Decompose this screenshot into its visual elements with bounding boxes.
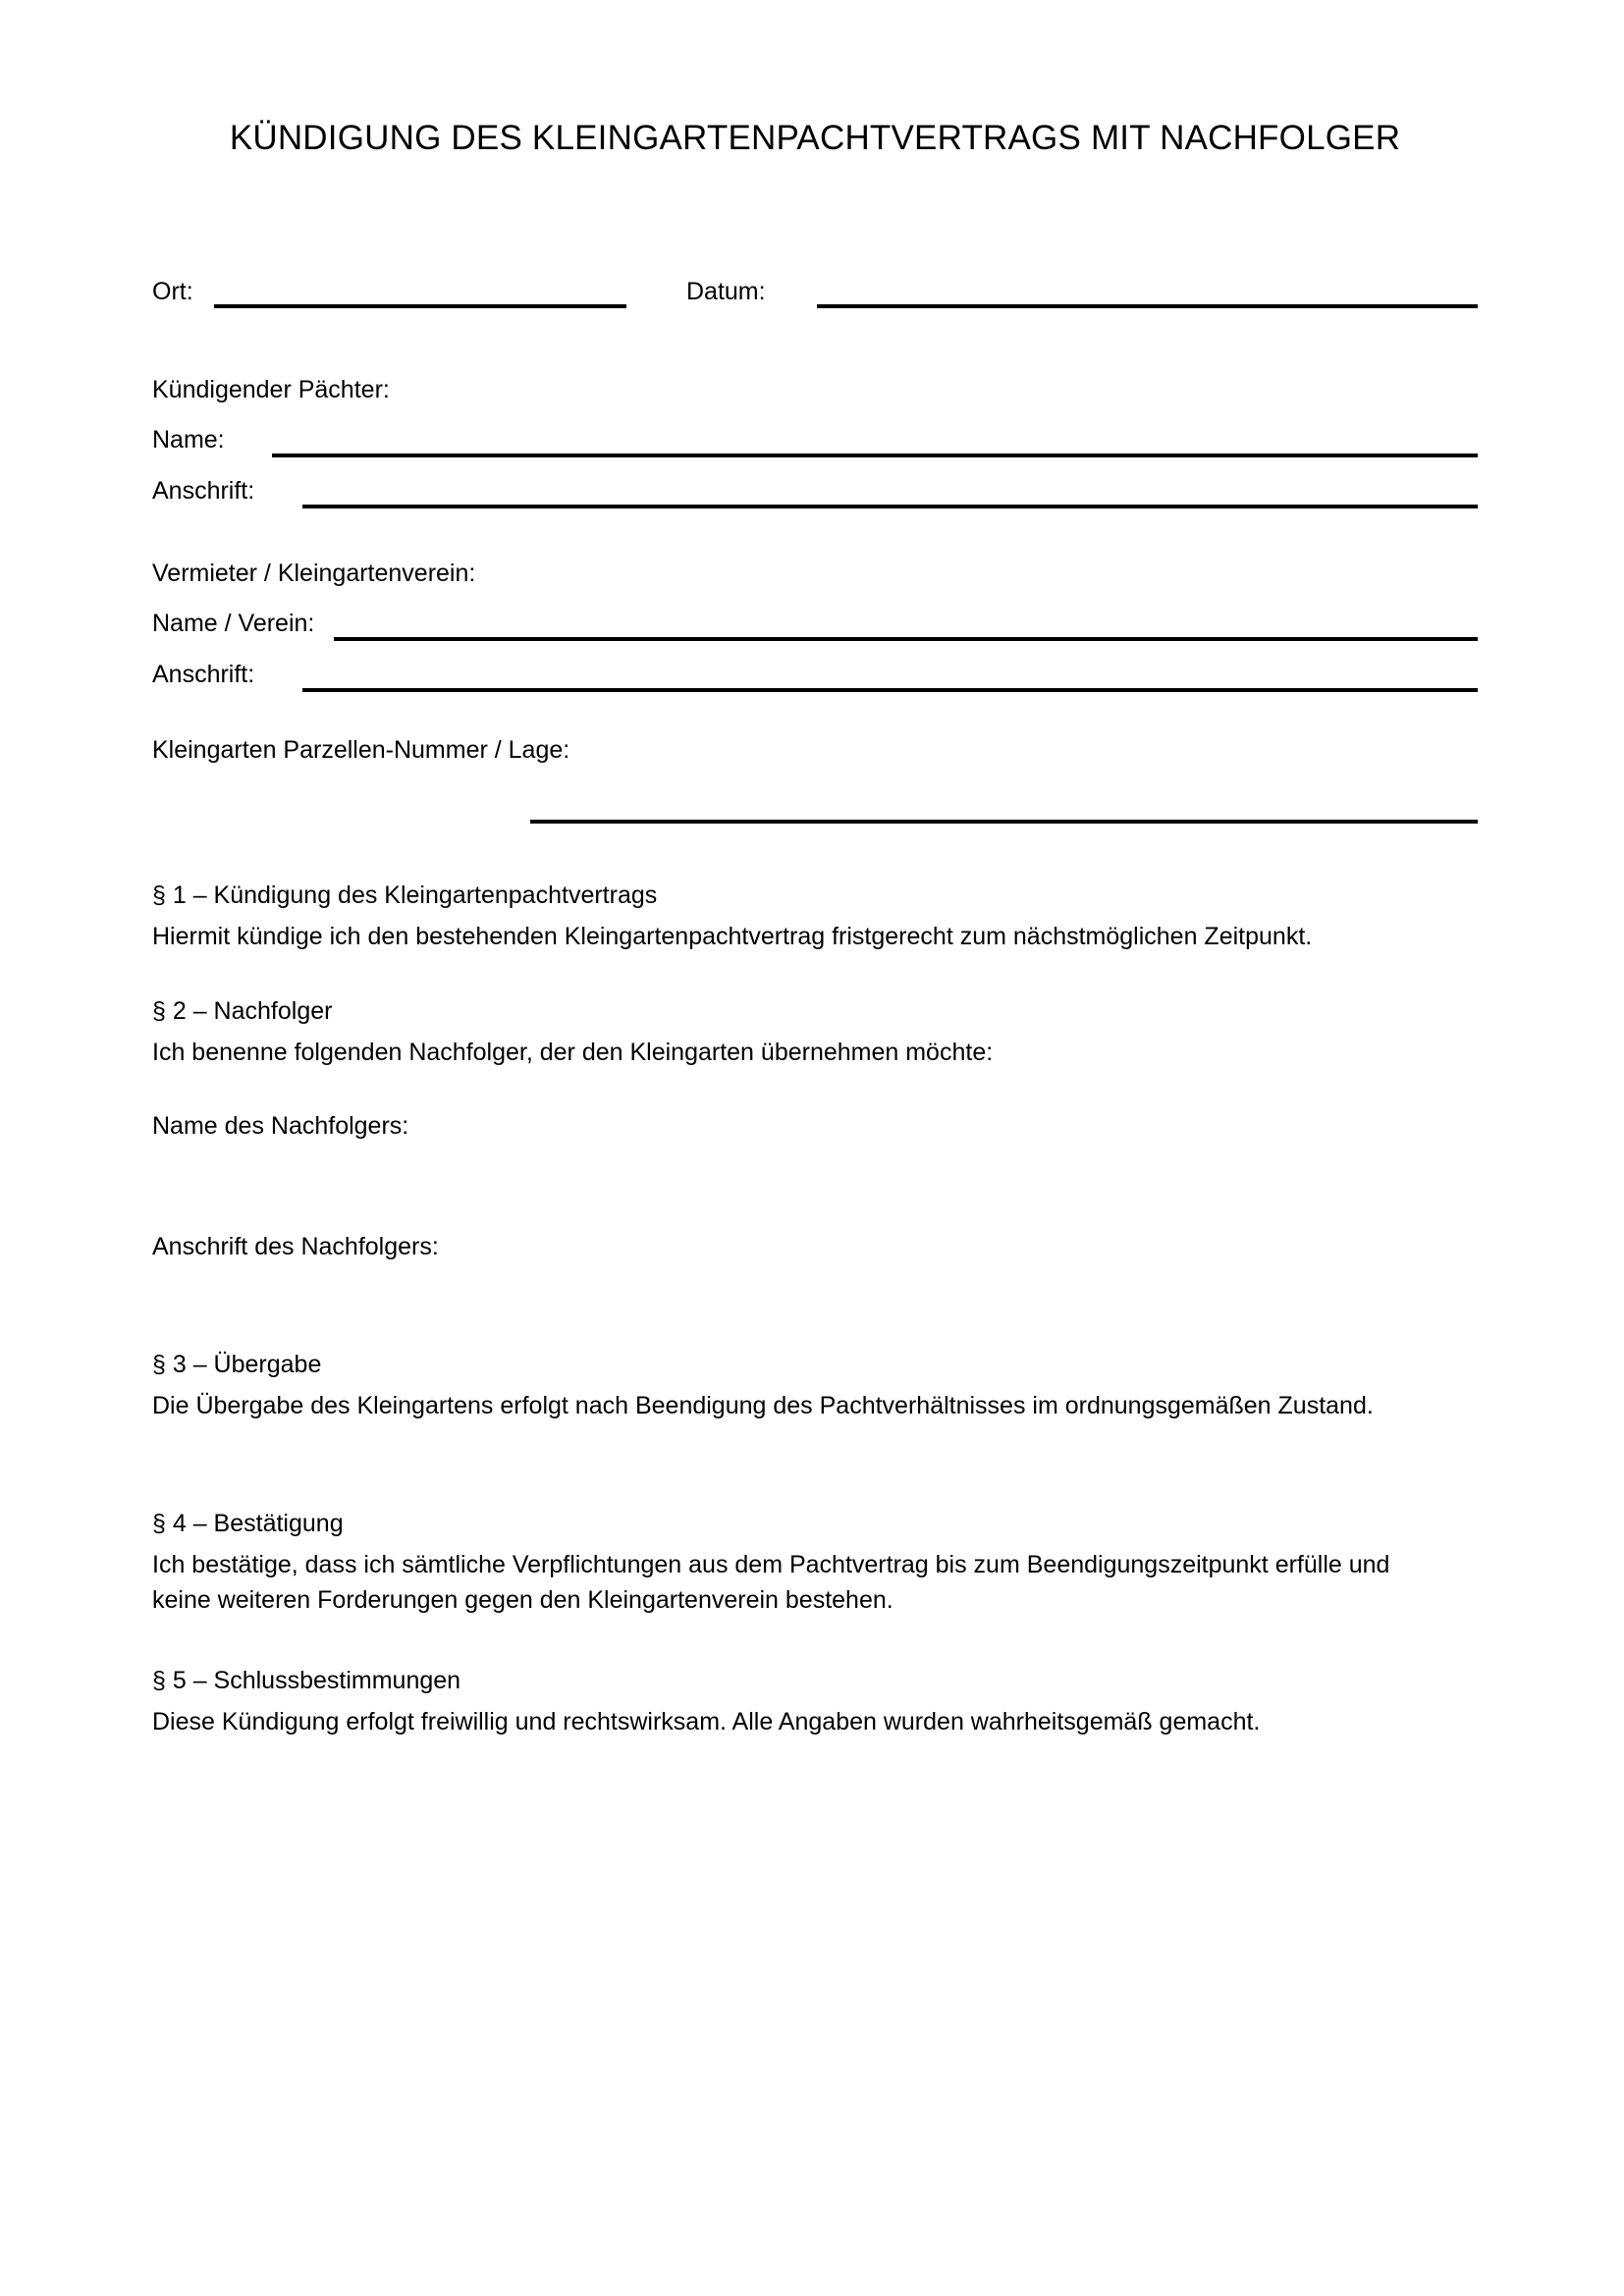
parcel-rule-row xyxy=(152,820,1478,824)
successor-address-block xyxy=(152,1235,1478,1320)
section-4-heading: § 4 – Bestätigung xyxy=(152,1510,344,1537)
section-3-gap xyxy=(152,1377,1478,1389)
parcel-block xyxy=(152,738,1478,824)
tenant-name-label: Name: xyxy=(152,426,225,454)
successor-name-label: Name des Nachfolgers: xyxy=(152,1112,409,1140)
landlord-name-label: Name / Verein: xyxy=(152,610,315,637)
successor-address-input[interactable] xyxy=(152,1259,1478,1320)
landlord-block xyxy=(152,561,1478,692)
section-2-body: Ich benenne folgenden Nachfolger, der den Kleingarten übernehmen möchte: xyxy=(152,1039,994,1066)
section-3 xyxy=(152,1353,1478,1424)
successor-name-input[interactable] xyxy=(152,1139,1478,1200)
section-5-body: Diese Kündigung erfolgt freiwillig und rechtswirksam. Alle Angaben wurden wahrheitsgemäß gemacht. xyxy=(152,1708,1261,1735)
tenant-name-row xyxy=(152,428,1478,457)
parcel-spacer xyxy=(152,763,1478,820)
section-5 xyxy=(152,1669,1478,1740)
tenant-address-input[interactable] xyxy=(302,505,1478,508)
section-5-heading: § 5 – Schlussbestimmungen xyxy=(152,1667,461,1694)
section-4 xyxy=(152,1512,1478,1618)
successor-address-label: Anschrift des Nachfolgers: xyxy=(152,1233,439,1260)
section-3-heading: § 3 – Übergabe xyxy=(152,1351,322,1378)
tenant-block xyxy=(152,378,1478,508)
section-2-heading: § 2 – Nachfolger xyxy=(152,997,333,1025)
section-4-body: Ich bestätige, dass ich sämtliche Verpflichtungen aus dem Pachtvertrag bis zum Beendigungszeitpunkt erfülle und keine weiteren Forderungen gegen den Kleingartenverein bestehen. xyxy=(152,1551,1390,1614)
ort-input[interactable] xyxy=(214,304,626,308)
document-content xyxy=(152,0,1478,1735)
successor-name-block xyxy=(152,1114,1478,1200)
section-3-body: Die Übergabe des Kleingartens erfolgt nach Beendigung des Pachtverhältnisses im ordnungsgemäßen Zustand. xyxy=(152,1392,1374,1419)
landlord-name-input[interactable] xyxy=(334,637,1478,641)
ort-label: Ort: xyxy=(152,278,193,305)
parcel-label: Kleingarten Parzellen-Nummer / Lage: xyxy=(152,736,570,764)
section-1-heading: § 1 – Kündigung des Kleingartenpachtvertrags xyxy=(152,881,658,909)
ort-datum-row xyxy=(152,280,1478,308)
page-title: KÜNDIGUNG DES KLEINGARTENPACHTVERTRAGS MIT NACHFOLGER xyxy=(229,119,1401,157)
datum-input[interactable] xyxy=(817,304,1478,308)
parcel-input[interactable] xyxy=(530,820,1478,824)
section-1-gap xyxy=(152,908,1478,920)
landlord-heading: Vermieter / Kleingartenverein: xyxy=(152,560,476,587)
landlord-address-label: Anschrift: xyxy=(152,661,255,688)
tenant-address-row xyxy=(152,479,1478,508)
section-4-gap xyxy=(152,1536,1478,1548)
tenant-name-input[interactable] xyxy=(272,454,1478,457)
tenant-address-label: Anschrift: xyxy=(152,477,255,505)
section-1-body: Hiermit kündige ich den bestehenden Kleingartenpachtvertrag fristgerecht zum nächstmöglichen Zeitpunkt. xyxy=(152,923,1313,950)
landlord-name-row xyxy=(152,612,1478,641)
datum-label: Datum: xyxy=(686,278,766,305)
section-5-gap xyxy=(152,1693,1478,1705)
section-1 xyxy=(152,883,1478,955)
parcel-rule-offset xyxy=(152,820,530,824)
landlord-address-row xyxy=(152,663,1478,692)
section-2-gap xyxy=(152,1024,1478,1036)
landlord-address-input[interactable] xyxy=(302,688,1478,692)
tenant-heading: Kündigender Pächter: xyxy=(152,376,390,403)
section-2 xyxy=(152,999,1478,1071)
